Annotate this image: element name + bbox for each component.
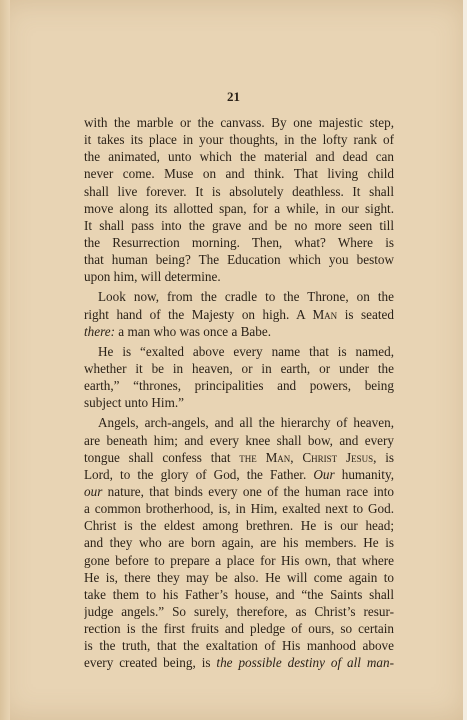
text-line: earth,” “thrones, principalities and powers, being xyxy=(84,378,394,394)
text-line: Lord, to the glory of God, the Father. Our humanity, xyxy=(84,466,394,482)
text-line: it takes its place in your thoughts, in the lofty rank of xyxy=(84,132,394,148)
text-line: rection is the first fruits and pledge of ours, so certain xyxy=(84,621,394,637)
paragraph xyxy=(84,343,394,412)
text-line: every created being, is the possible destiny of all man- xyxy=(84,655,394,671)
text-line: and they who are born again, are his members. He is xyxy=(84,535,394,551)
text-line: that human being? The Education which you bestow xyxy=(84,252,394,268)
text-line: move along its allotted span, for a while, in our sight. xyxy=(84,200,394,216)
text-line: a common brotherhood, is, in Him, exalted next to God. xyxy=(84,501,394,517)
text-line: upon him, will determine. xyxy=(84,269,221,285)
text-line: tongue shall confess that the Man, Christ Jesus, is xyxy=(84,449,394,465)
paragraph xyxy=(84,288,394,339)
text-line: shall live forever. It is absolutely deathless. It shall xyxy=(84,183,394,199)
text-line: gone before to prepare a place for His own, that where xyxy=(84,552,394,568)
paragraph xyxy=(84,114,394,285)
page-gutter xyxy=(0,0,10,720)
text-line: Angels, arch-angels, and all the hierarchy of heaven, xyxy=(98,415,394,431)
text-line: right hand of the Majesty on high. A Man is seated xyxy=(84,306,394,322)
text-line: It shall pass into the grave and be no more seen till xyxy=(84,217,394,233)
paragraph xyxy=(84,414,394,671)
text-line: He is “exalted above every name that is named, xyxy=(98,343,394,359)
text-line: never come. Muse on and think. That living child xyxy=(84,166,394,182)
text-line: Look now, from the cradle to the Throne, on the xyxy=(98,289,394,305)
text-line: whether it be in heaven, or in earth, or under the xyxy=(84,360,394,376)
text-line: judge angels.” So surely, therefore, as Christ’s resur- xyxy=(84,603,394,619)
text-line: are beneath him; and every knee shall bow, and every xyxy=(84,432,394,448)
text-line: subject unto Him.” xyxy=(84,395,184,411)
text-line: our nature, that binds every one of the human race into xyxy=(84,483,394,499)
text-line: with the marble or the canvass. By one majestic step, xyxy=(84,115,394,130)
text-line: there: a man who was once a Babe. xyxy=(84,323,271,339)
text-line: He is, there they may be also. He will come again to xyxy=(84,569,394,585)
text-line: is the truth, that the exaltation of His manhood above xyxy=(84,638,394,654)
text-line: Christ is the eldest among brethren. He is our head; xyxy=(84,518,394,534)
page-edge xyxy=(463,0,467,720)
body-text xyxy=(84,114,394,672)
text-line: the animated, unto which the material and dead can xyxy=(84,149,394,165)
text-line: take them to his Father’s house, and “the Saints shall xyxy=(84,586,394,602)
page-number: 21 xyxy=(227,89,240,104)
text-line: the Resurrection morning. Then, what? Where is xyxy=(84,234,394,250)
